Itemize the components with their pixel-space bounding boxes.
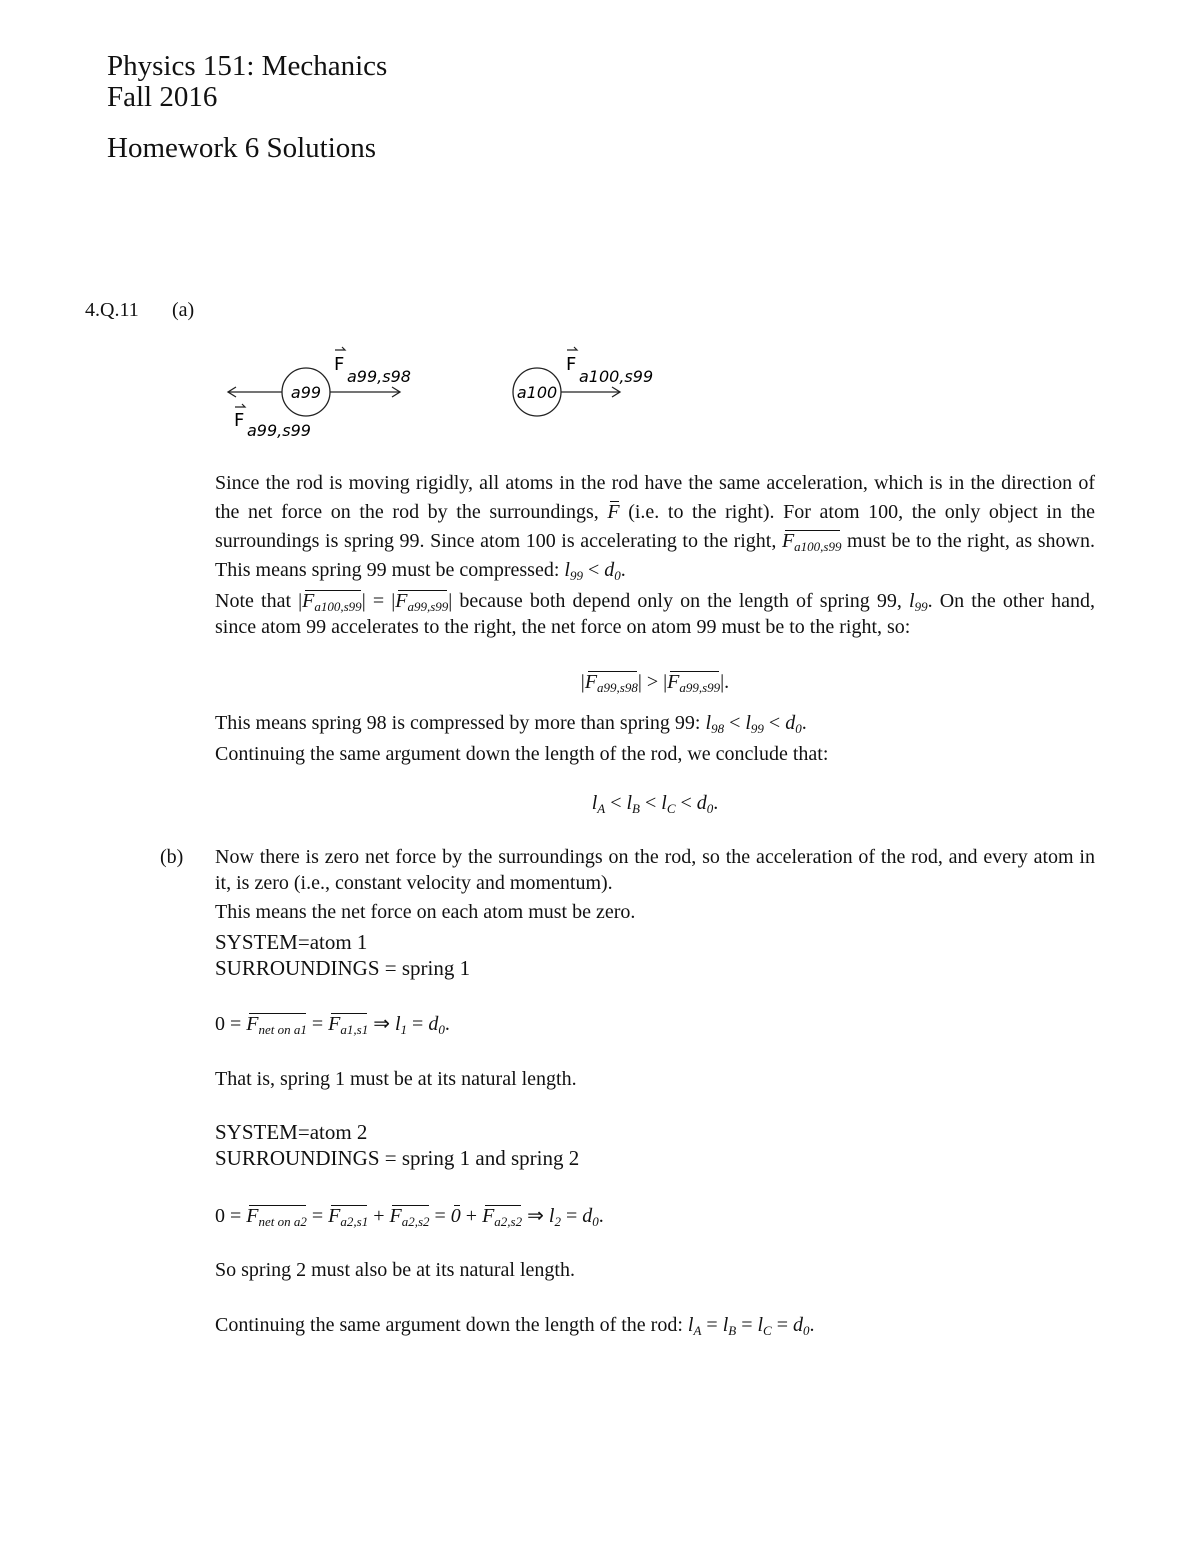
vector-symbol: $F_{a100,s99}$ [781, 530, 842, 554]
math-symbol: $l_2$ [548, 1205, 561, 1229]
vector-symbol: $F_{a99,s98}$ [584, 671, 638, 695]
surroundings-1: SURROUNDINGS = spring 1 [215, 956, 471, 980]
math-symbol: $d_0$ [428, 1013, 445, 1037]
label-force-a99-s99 [234, 404, 311, 440]
part-a-label: (a) [172, 299, 195, 321]
math-symbol: $l_1$ [394, 1013, 408, 1037]
part-b-paragraph-1: Now there is zero net force by the surroundings on the rod, so the acceleration of the rod, and every atom in it, is zero (i.e., constant velocity and momentum). [215, 846, 1095, 894]
vector-bar-icon [454, 1205, 460, 1206]
system-atom-1: SYSTEM=atom 1 [215, 930, 368, 954]
system-atom-2: SYSTEM=atom 2 [215, 1120, 368, 1144]
term: Fall 2016 [107, 81, 218, 113]
vector-arrow-icon [335, 347, 345, 350]
vector-bar-icon [670, 671, 719, 672]
equation-length-order: $l_A < l_B < l_C < d_0$. [591, 792, 719, 816]
problem-number: 4.Q.11 [85, 299, 139, 321]
atom-99 [282, 368, 330, 416]
math-symbol: $l_C$ [757, 1314, 772, 1338]
part-b-label: (b) [160, 846, 184, 868]
math-symbol: $l_{99}$ [564, 559, 583, 583]
atom-100 [513, 368, 561, 416]
equation-atom-1: 0 = $F_{net on a1}$ = $F_{a1,s1}$ ⇒ $l_1 = d_0$. [215, 1013, 450, 1037]
part-b-section [0, 844, 1200, 896]
math-symbol: $d_0$ [696, 792, 714, 816]
part-a-line-2: Continuing the same argument down the length of the rod, we conclude that: [215, 743, 829, 765]
vector-symbol: $F_{a99,s99}$ [667, 671, 721, 695]
equation-atom-2: 0 = $F_{net on a2}$ = $F_{a2,s1}$ + $F_{a2,s2}$ = 0 + $F_{a2,s2}$ ⇒ $l_2 = d_0$. [215, 1205, 604, 1229]
part-a-paragraph-2: Note that | $F_{a100,s99}|$ = | $F_{a99,s99}|$ because both depend only on the length of spring 99, $l_{99}$. On the other hand, since atom 99 accelerates to the right, the net force on atom 99 must be to the right, so: [215, 590, 1095, 638]
vector-symbol: $F_{net on a1}$ [246, 1013, 307, 1037]
math-symbol: $l_A$ [591, 792, 606, 816]
math-symbol: $d_0$ [582, 1205, 599, 1229]
vector-symbol: $F_{a2,s1}$ [328, 1205, 369, 1229]
math-symbol: $l_{99}$ [909, 590, 928, 614]
vector-symbol: $F_{a2,s2}$ [389, 1205, 430, 1229]
vector-symbol: F [607, 501, 620, 523]
label-force-a100-s99 [566, 347, 653, 386]
vector-arrow-icon [235, 404, 245, 407]
vector-bar-icon [785, 530, 841, 531]
document-body [0, 297, 1200, 1338]
svg-text:a99,s98: a99,s98 [347, 367, 411, 386]
math-symbol: $l_C$ [661, 792, 676, 816]
vector-symbol: 0 [450, 1205, 461, 1227]
part-b-line-1: This means the net force on each atom must be zero. [215, 901, 636, 923]
svg-text:a99,s99: a99,s99 [247, 421, 311, 440]
vector-bar-icon [249, 1013, 306, 1014]
svg-text:F: F [234, 410, 245, 431]
force-diagram [0, 323, 1200, 469]
vector-bar-icon [249, 1205, 306, 1206]
vector-bar-icon [392, 1205, 428, 1206]
part-a-paragraph-1: Since the rod is moving rigidly, all atoms in the rod have the same acceleration, which is in the direction of the net force on the rod by the surroundings, F (i.e. to the right). For atom 100, the only object in the surroundings is spring 99. Since atom 100 is accelerating to the right, $F_{a100,s99}$ must be to the right, as shown. This means spring 99 must be compressed: $l_{99} < d_0$. [215, 472, 1096, 583]
atom-100-label: a100 [516, 383, 558, 402]
math-symbol: $d_0$ [785, 712, 802, 736]
vector-bar-icon [331, 1013, 367, 1014]
svg-text:F: F [566, 354, 577, 375]
math-symbol: $l_B$ [722, 1314, 737, 1338]
equation-force-comparison: | $F_{a99,s98}|$ > | $F_{a99,s99}|$. [580, 671, 730, 695]
vector-bar-icon [398, 590, 447, 591]
vector-bar-icon [485, 1205, 521, 1206]
vector-symbol: $F_{a1,s1}$ [328, 1013, 369, 1037]
vector-bar-icon [305, 590, 361, 591]
document-title: Homework 6 Solutions [107, 132, 377, 164]
vector-symbol: $F_{a99,s99}$ [395, 590, 449, 614]
math-symbol: $l_{99}$ [745, 712, 764, 736]
vector-symbol: $F_{net on a2}$ [246, 1205, 307, 1229]
problem-header [0, 297, 1200, 323]
atom-99-label: a99 [290, 383, 322, 402]
svg-text:a100,s99: a100,s99 [579, 367, 654, 386]
math-symbol: $l_A$ [687, 1314, 702, 1338]
math-symbol: $d_0$ [604, 559, 621, 583]
surroundings-2: SURROUNDINGS = spring 1 and spring 2 [215, 1146, 580, 1170]
math-symbol: $l_{98}$ [705, 712, 725, 736]
vector-bar-icon [610, 501, 618, 502]
course-title: Physics 151: Mechanics [107, 50, 388, 82]
vector-symbol: $F_{a100,s99}$ [302, 590, 362, 614]
part-b-line-4: Continuing the same argument down the length of the rod: $l_A = l_B = l_C = d_0$. [215, 1314, 815, 1338]
math-symbol: $d_0$ [793, 1314, 810, 1338]
svg-text:F: F [334, 354, 345, 375]
part-a-line-1: This means spring 98 is compressed by more than spring 99: $l_{98} < l_{99} < d_0$. [215, 712, 807, 736]
math-symbol: $l_B$ [626, 792, 640, 816]
vector-symbol: $F_{a2,s2}$ [482, 1205, 523, 1229]
part-b-line-3: So spring 2 must also be at its natural length. [215, 1259, 575, 1281]
part-b-line-2: That is, spring 1 must be at its natural length. [215, 1068, 577, 1090]
vector-bar-icon [331, 1205, 367, 1206]
label-force-a99-s98 [334, 347, 411, 386]
vector-arrow-icon [567, 347, 577, 350]
vector-bar-icon [588, 671, 637, 672]
